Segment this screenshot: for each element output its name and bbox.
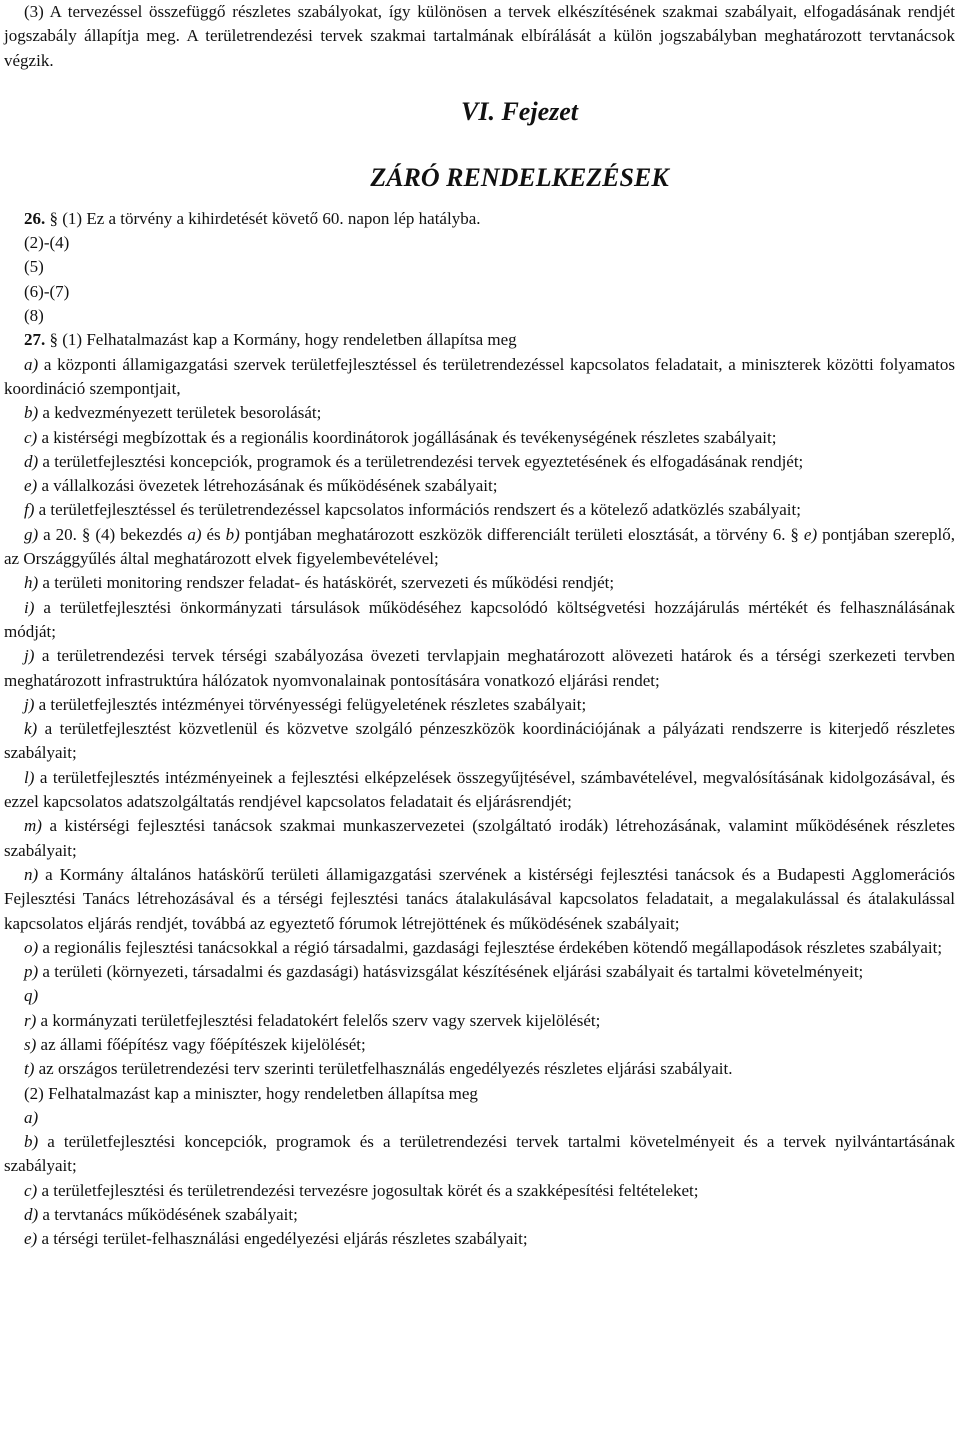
list-item xyxy=(4,1130,955,1179)
list-item xyxy=(4,814,955,863)
list-item-letter: p) xyxy=(24,962,39,982)
list-item-letter: b) xyxy=(24,403,39,423)
list-item xyxy=(4,1057,955,1081)
list-item-text: a területfejlesztéssel és területrendezéssel kapcsolatos információs rendszert és a kötelező adatközlés szabályait; xyxy=(34,500,801,520)
section-26-line: (5) xyxy=(24,257,44,277)
list-item-text: a központi államigazgatási szervek területfejlesztéssel és területrendezéssel kapcsolatos feladatait, a miniszterek közötti folyamatos koordináció szempontjait, xyxy=(4,354,955,398)
list-item-letter: s) xyxy=(24,1034,37,1054)
section-27-2-items xyxy=(4,1106,955,1252)
paragraph-3: (3) A tervezéssel összefüggő részletes szabályokat, így különösen a tervek elkészítésének szakmai szabályait, elfogadásának rendjét jogszabály állapítja meg. A területrendezési tervek szakmai tartalmának elbírálását a külön jogszabályban meghatározott tervtanácsok végzik. xyxy=(4,2,955,70)
list-item xyxy=(4,717,955,766)
list-item xyxy=(4,960,955,984)
section-text: § (1) Ez a törvény a kihirdetését követő 60. napon lép hatályba. xyxy=(45,208,481,228)
list-item-letter: e) xyxy=(24,476,38,496)
list-item xyxy=(4,644,955,693)
list-item-letter: d) xyxy=(24,451,39,471)
list-item-text: a területfejlesztési koncepciók, programok és a területrendezési tervek egyeztetésének és elfogadásának rendjét; xyxy=(38,451,804,471)
list-item-text: a kistérségi megbízottak és a regionális koordinátorok jogállásának és tevékenységének részletes szabályait; xyxy=(37,427,777,447)
list-item xyxy=(4,1227,955,1251)
list-item-letter: n) xyxy=(24,864,39,884)
list-item xyxy=(4,863,955,936)
section-26 xyxy=(4,207,955,231)
list-item-text: a kormányzati területfejlesztési feladatokért felelős szerv vagy szervek kijelölését; xyxy=(36,1010,601,1030)
list-item xyxy=(4,693,955,717)
list-item-letter: q) xyxy=(24,986,39,1006)
list-item xyxy=(4,936,955,960)
list-item-text: a területi monitoring rendszer feladat- és hatáskörét, szervezeti és működési rendjét; xyxy=(38,573,615,593)
section-27-paragraph-2: (2) Felhatalmazást kap a miniszter, hogy rendeletben állapítsa meg xyxy=(24,1083,478,1103)
list-item-text: a Kormány általános hatáskörű területi államigazgatási szervének a kistérségi fejlesztési tanácsok és a Budapesti Agglomerációs Fejlesztési Tanács létrehozásával és a térségi fejlesztési tanács átalakulásával kapcsolatos feladatait, a megalakulással és átalakulással kapcsolatos eljárás rendjét, továbbá az egyeztető fórumok létrejöttének és működésének szabályait; xyxy=(4,864,955,933)
list-item-g: g) a 20. § (4) bekezdés a) és b) pontjában meghatározott eszközök differenciált területi elosztását, a törvény 6. § e) pontjában szereplő, az Országgyűlés által meghatározott elvek figyelembevételével; xyxy=(4,524,955,569)
chapter-number: VI. Fejezet xyxy=(461,96,578,126)
list-item-text: a területfejlesztés intézményeinek a fejlesztési elképzelések összegyűjtésével, számbavételével, megvalósításának kidolgozásával, és ezzel kapcsolatos adatszolgáltatás rendjével kapcsolatos feladatait és eljárásrendjét; xyxy=(4,767,955,812)
list-item xyxy=(4,450,955,474)
list-item-text: a területfejlesztés intézményei törvényességi felügyeletének részletes szabályait; xyxy=(34,694,587,714)
list-item-letter: c) xyxy=(24,427,38,447)
list-item-text: a területi (környezeti, társadalmi és gazdasági) hatásvizsgálat készítésének eljárási szabályait és tartalmi követelményeit; xyxy=(38,962,864,982)
list-item-letter: a) xyxy=(24,354,39,374)
list-item-text: a területrendezési tervek térségi szabályozása övezeti tervlapjain meghatározott alövezeti határok és a térségi szerkezeti tervben meghatározott infrastruktúra hálózatok nyomvonalainak pontosítására vonatkozó eljárási rendet; xyxy=(4,646,955,690)
list-item xyxy=(4,596,955,645)
section-number: 27. xyxy=(24,330,46,350)
list-item-letter: d) xyxy=(24,1205,39,1225)
chapter-title: ZÁRÓ RENDELKEZÉSEK xyxy=(370,162,669,192)
list-item-letter: j) xyxy=(24,646,35,666)
list-item-letter: f) xyxy=(24,500,35,520)
list-item-text: a területfejlesztést közvetlenül és közvetve szolgáló pénzeszközök koordinációjának a pályázati rendszerre is kiterjedő részletes szabályait; xyxy=(4,719,955,763)
list-item xyxy=(4,1033,955,1057)
list-item xyxy=(4,474,955,498)
list-item-letter: e) xyxy=(24,1229,38,1249)
list-item xyxy=(4,984,955,1008)
list-item-text: a kedvezményezett területek besorolását; xyxy=(38,403,322,423)
list-item xyxy=(4,426,955,450)
list-item-text: a területfejlesztési önkormányzati társulások működéséhez kapcsolódó költségvetési hozzájárulás mértékét és felhasználásának módját; xyxy=(4,597,955,641)
list-item-letter: k) xyxy=(24,719,38,739)
list-item xyxy=(4,353,955,402)
list-item xyxy=(4,1106,955,1130)
list-item-letter: j) xyxy=(24,694,35,714)
list-item-letter: i) xyxy=(24,597,35,617)
section-27 xyxy=(4,328,955,352)
section-26-line: (2)-(4) xyxy=(24,233,70,253)
list-item xyxy=(4,1179,955,1203)
list-item-text: a vállalkozási övezetek létrehozásának és működésének szabályait; xyxy=(37,476,498,496)
list-item xyxy=(4,766,955,815)
list-item-letter: t) xyxy=(24,1059,35,1079)
list-item-text: a térségi terület-felhasználási engedélyezési eljárás részletes szabályait; xyxy=(37,1229,528,1249)
list-item-letter: c) xyxy=(24,1180,38,1200)
list-item-letter: r) xyxy=(24,1010,37,1030)
list-item xyxy=(4,401,955,425)
section-text: § (1) Felhatalmazást kap a Kormány, hogy rendeletben állapítsa meg xyxy=(45,330,517,350)
list-item-text: a kistérségi fejlesztési tanácsok szakmai munkaszervezetei (szolgáltató irodák) létrehozásának, valamint működésének részletes szabályait; xyxy=(4,816,955,860)
list-item-letter: o) xyxy=(24,937,39,957)
list-item-text: az állami főépítész vagy főépítészek kijelölését; xyxy=(36,1034,366,1054)
list-item-text: a tervtanács működésének szabályait; xyxy=(38,1205,298,1225)
list-item-text: a területfejlesztési és területrendezési tervezésre jogosultak körét és a szakképesítési feltételeket; xyxy=(37,1180,699,1200)
list-item-text: a területfejlesztési koncepciók, programok és a területrendezési tervek tartalmi követelményeit és a tervek nyilvántartásának szabályait; xyxy=(4,1132,955,1176)
section-number: 26. xyxy=(24,208,46,228)
section-27-items xyxy=(4,353,955,523)
list-item-text: a regionális fejlesztési tanácsokkal a régió társadalmi, gazdasági fejlesztése érdekében kötendő megállapodások részletes szabályait; xyxy=(38,937,943,957)
list-item-letter: l) xyxy=(24,767,35,787)
section-27-items-continued xyxy=(4,571,955,1081)
list-item-letter: b) xyxy=(24,1132,39,1152)
list-item-letter: m) xyxy=(24,816,42,836)
list-item-letter: h) xyxy=(24,573,39,593)
section-26-line: (8) xyxy=(24,306,44,326)
list-item xyxy=(4,498,955,522)
list-item-letter: a) xyxy=(24,1107,39,1127)
list-item xyxy=(4,1009,955,1033)
list-item-text: az országos területrendezési terv szerinti területfelhasználás engedélyezés részletes eljárási szabályait. xyxy=(34,1059,733,1079)
list-item xyxy=(4,571,955,595)
section-26-line: (6)-(7) xyxy=(24,281,70,301)
list-item xyxy=(4,1203,955,1227)
